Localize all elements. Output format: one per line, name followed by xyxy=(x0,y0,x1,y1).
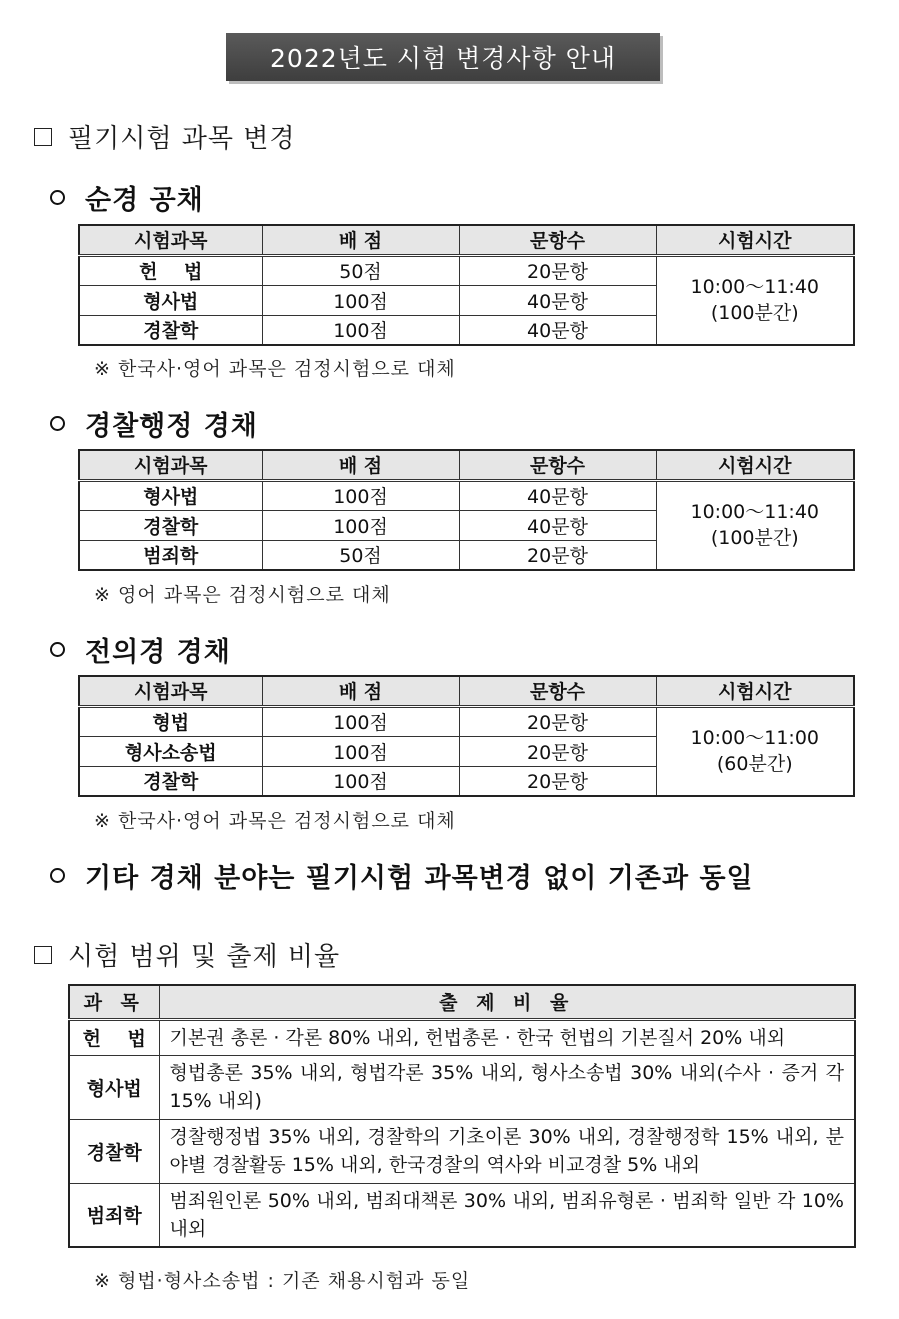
score-cell: 50점 xyxy=(262,255,459,285)
score-table-1 xyxy=(78,224,855,346)
col-header-subject: 시험과목 xyxy=(79,225,262,255)
circle-bullet-icon xyxy=(50,190,65,205)
count-cell: 20문항 xyxy=(459,540,656,570)
ratio-cell: 형법총론 35% 내외, 형법각론 35% 내외, 형사소송법 30% 내외(수사 · 증거 각 15% 내외) xyxy=(159,1055,855,1119)
ratio-cell: 기본권 총론 · 각론 80% 내외, 헌법총론 · 한국 헌법의 기본질서 20% 내외 xyxy=(159,1019,855,1055)
count-cell: 20문항 xyxy=(459,766,656,796)
other-note-heading xyxy=(50,856,754,895)
table-row xyxy=(79,706,854,736)
score-cell: 100점 xyxy=(262,766,459,796)
subject-cell: 형사법 xyxy=(79,285,262,315)
subject-cell: 경찰학 xyxy=(69,1119,159,1183)
square-bullet-icon xyxy=(34,946,52,964)
col-header-time: 시험시간 xyxy=(656,450,854,480)
group-heading-text: 경찰행정 경채 xyxy=(85,411,258,442)
table-row xyxy=(79,255,854,285)
time-range: 10:00～11:00 xyxy=(690,727,819,750)
time-cell xyxy=(656,480,854,570)
section-heading-written-exam xyxy=(34,118,295,155)
section-heading-text: 필기시험 과목 변경 xyxy=(68,124,296,154)
note-range: ※ 형법·형사소송법 : 기존 채용시험과 동일 xyxy=(94,1270,471,1292)
table-row xyxy=(69,1119,855,1183)
ratio-cell: 경찰행정법 35% 내외, 경찰학의 기초이론 30% 내외, 경찰행정학 15% 내외, 분야별 경찰활동 15% 내외, 한국경찰의 역사와 비교경찰 5% 내외 xyxy=(159,1119,855,1183)
count-cell: 40문항 xyxy=(459,315,656,345)
subject-cell: 경찰학 xyxy=(79,510,262,540)
count-cell: 20문항 xyxy=(459,706,656,736)
col-header-subject: 시험과목 xyxy=(79,450,262,480)
note-1: ※ 한국사·영어 과목은 검정시험으로 대체 xyxy=(94,358,456,380)
subject-cell: 범죄학 xyxy=(79,540,262,570)
score-table-3 xyxy=(78,675,855,797)
col-header-score: 배 점 xyxy=(262,225,459,255)
group-heading-2 xyxy=(50,404,258,443)
table-row xyxy=(79,480,854,510)
note-2: ※ 영어 과목은 검정시험으로 대체 xyxy=(94,584,391,606)
section-heading-text: 시험 범위 및 출제 비율 xyxy=(68,942,341,972)
subject-cell: 형법 xyxy=(79,706,262,736)
score-cell: 100점 xyxy=(262,285,459,315)
group-heading-1 xyxy=(50,178,204,217)
time-duration: (100분간) xyxy=(710,302,799,325)
time-range: 10:00～11:40 xyxy=(690,276,819,299)
col-header-score: 배 점 xyxy=(262,676,459,706)
time-cell xyxy=(656,706,854,796)
score-cell: 100점 xyxy=(262,480,459,510)
col-header-time: 시험시간 xyxy=(656,225,854,255)
count-cell: 40문항 xyxy=(459,480,656,510)
col-header-count: 문항수 xyxy=(459,676,656,706)
score-cell: 100점 xyxy=(262,510,459,540)
subject-cell: 범죄학 xyxy=(69,1183,159,1247)
col-header-subject: 시험과목 xyxy=(79,676,262,706)
page-title: 2022년도 시험 변경사항 안내 xyxy=(226,33,660,81)
range-table xyxy=(68,984,856,1248)
subject-cell: 경찰학 xyxy=(79,315,262,345)
note-3: ※ 한국사·영어 과목은 검정시험으로 대체 xyxy=(94,810,456,832)
subject-cell: 형사법 xyxy=(69,1055,159,1119)
score-cell: 100점 xyxy=(262,315,459,345)
table-row xyxy=(69,1019,855,1055)
col-header-time: 시험시간 xyxy=(656,676,854,706)
square-bullet-icon xyxy=(34,128,52,146)
subject-cell: 헌 법 xyxy=(69,1019,159,1055)
col-header-count: 문항수 xyxy=(459,225,656,255)
count-cell: 40문항 xyxy=(459,510,656,540)
score-cell: 100점 xyxy=(262,706,459,736)
ratio-cell: 범죄원인론 50% 내외, 범죄대책론 30% 내외, 범죄유형론 · 범죄학 일반 각 10% 내외 xyxy=(159,1183,855,1247)
circle-bullet-icon xyxy=(50,642,65,657)
subject-cell: 형사법 xyxy=(79,480,262,510)
score-cell: 100점 xyxy=(262,736,459,766)
circle-bullet-icon xyxy=(50,416,65,431)
time-duration: (60분간) xyxy=(716,753,793,776)
subject-cell: 경찰학 xyxy=(79,766,262,796)
col-header-count: 문항수 xyxy=(459,450,656,480)
score-table-2 xyxy=(78,449,855,571)
table-row xyxy=(69,1055,855,1119)
score-cell: 50점 xyxy=(262,540,459,570)
table-row xyxy=(69,1183,855,1247)
col-header-score: 배 점 xyxy=(262,450,459,480)
circle-bullet-icon xyxy=(50,868,65,883)
count-cell: 20문항 xyxy=(459,736,656,766)
subject-cell: 형사소송법 xyxy=(79,736,262,766)
count-cell: 20문항 xyxy=(459,255,656,285)
time-duration: (100분간) xyxy=(710,527,799,550)
other-note-text: 기타 경채 분야는 필기시험 과목변경 없이 기존과 동일 xyxy=(85,863,754,894)
time-cell xyxy=(656,255,854,345)
group-heading-text: 전의경 경채 xyxy=(85,637,231,668)
col-header-subject: 과 목 xyxy=(69,985,159,1019)
subject-cell: 헌 법 xyxy=(79,255,262,285)
count-cell: 40문항 xyxy=(459,285,656,315)
group-heading-3 xyxy=(50,630,231,669)
time-range: 10:00～11:40 xyxy=(690,501,819,524)
section-heading-exam-range xyxy=(34,936,340,973)
group-heading-text: 순경 공채 xyxy=(85,185,204,216)
col-header-ratio: 출 제 비 율 xyxy=(159,985,855,1019)
